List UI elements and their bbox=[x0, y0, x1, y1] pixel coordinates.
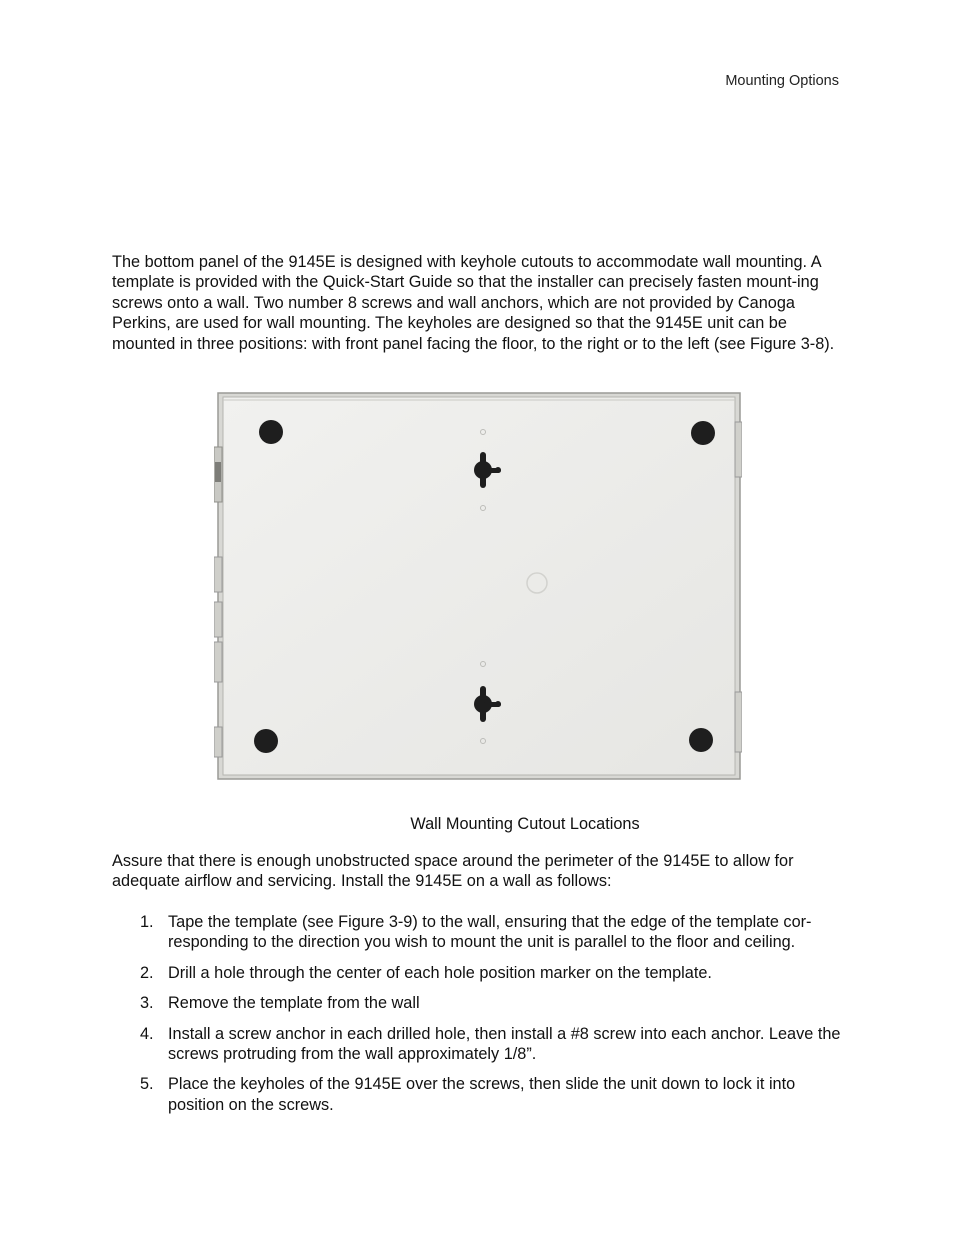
step-number: 2. bbox=[140, 963, 154, 982]
figure-caption: Wall Mounting Cutout Locations bbox=[410, 815, 640, 833]
step-number: 4. bbox=[140, 1024, 154, 1043]
step-text: Install a screw anchor in each drilled hole, then install a #8 screw into each anchor. Leave the screws protruding from the wall approximately 1/8”. bbox=[168, 1024, 841, 1064]
list-item bbox=[112, 1074, 844, 1115]
step-text: Place the keyholes of the 9145E over the screws, then slide the unit down to lock it into position on the screws. bbox=[168, 1075, 796, 1114]
step-text: Drill a hole through the center of each hole position marker on the template. bbox=[168, 963, 712, 982]
list-item bbox=[112, 1024, 844, 1065]
list-item bbox=[112, 963, 844, 983]
device-bottom-panel-photo bbox=[214, 392, 742, 782]
step-number: 1. bbox=[140, 913, 154, 931]
intro-paragraph: The bottom panel of the 9145E is designed with keyhole cutouts to accommodate wall mounting. A template is provided with the Quick-Start Guide so that the installer can precisely fasten mount-ing screws onto a wall. Two number 8 screws and wall anchors, which are not provided by Canoga Perkins, are used for wall mounting. The keyholes are designed so that the 9145E unit can be mounted in three positions: with front panel facing the floor, to the right or to the left (see Figure 3-8). bbox=[112, 253, 835, 353]
step-number: 3. bbox=[140, 994, 154, 1013]
list-item bbox=[112, 993, 844, 1013]
installation-steps bbox=[112, 912, 844, 1115]
instructions-paragraph: Assure that there is enough unobstructed space around the perimeter of the 9145E to allow for adequate airflow and servicing. Install the 9145E on a wall as follows: bbox=[112, 852, 794, 891]
step-text: Tape the template (see Figure 3-9) to the wall, ensuring that the edge of the template cor-responding to the direction you wish to mount the unit is parallel to the floor and ceiling. bbox=[168, 913, 812, 952]
list-item bbox=[112, 912, 844, 953]
step-number: 5. bbox=[140, 1075, 154, 1094]
step-text: Remove the template from the wall bbox=[168, 994, 420, 1013]
running-header: Mounting Options bbox=[725, 73, 839, 89]
